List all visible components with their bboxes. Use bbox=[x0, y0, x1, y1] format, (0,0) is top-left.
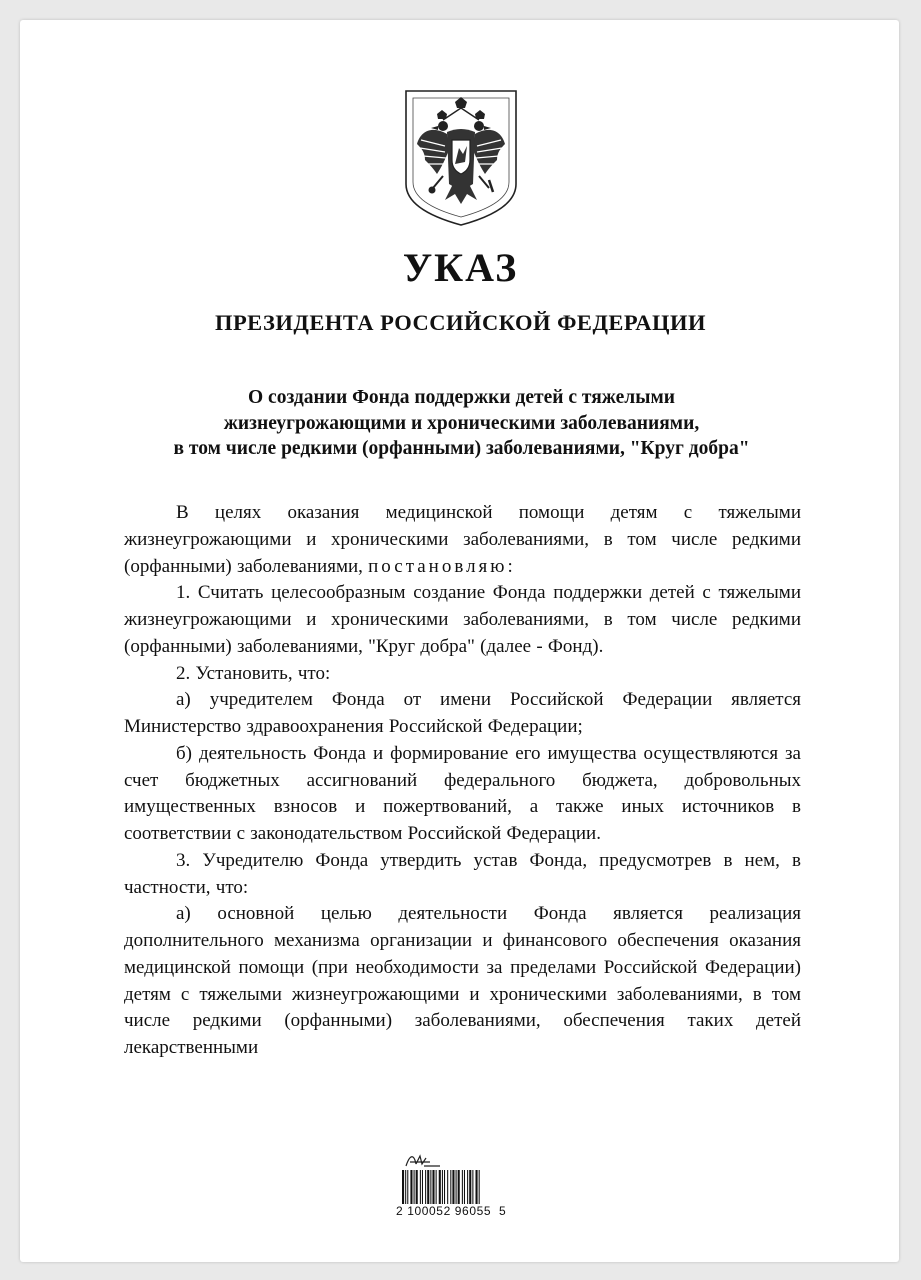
barcode-bar bbox=[467, 1170, 468, 1204]
subject-line: жизнеугрожающими и хроническими заболеваниями, bbox=[223, 412, 700, 434]
barcode-bar bbox=[432, 1170, 434, 1204]
barcode-bar bbox=[436, 1170, 437, 1204]
barcode-bar bbox=[422, 1170, 423, 1204]
document-title: УКАЗ bbox=[402, 245, 519, 290]
barcode bbox=[402, 1170, 520, 1208]
clause-1: 1. Считать целесообразным создание Фонда поддержки детей с тяжелыми жизнеугрожающими и хроническими заболеваниями, в том числе редкими (орфанными) заболеваниями, "Круг добра" (далее - Фонд). bbox=[124, 582, 801, 657]
clause-3: 3. Учредителю Фонда утвердить устав Фонда, предусмотрев в нем, в частности, что: bbox=[124, 849, 801, 898]
barcode-bar bbox=[444, 1170, 445, 1204]
barcode-bar bbox=[420, 1170, 421, 1204]
barcode-bar bbox=[447, 1170, 448, 1204]
barcode-bar bbox=[452, 1170, 454, 1204]
barcode-bar bbox=[414, 1170, 415, 1204]
state-emblem-icon bbox=[403, 88, 519, 228]
document-subtitle: ПРЕЗИДЕНТА РОССИЙСКОЙ ФЕДЕРАЦИИ bbox=[214, 310, 707, 335]
barcode-bar bbox=[407, 1170, 408, 1204]
barcode-bar bbox=[442, 1170, 443, 1204]
barcode-bar bbox=[464, 1170, 465, 1204]
barcode-bar bbox=[450, 1170, 451, 1204]
subject-line: в том числе редкими (орфанными) заболеваниями, "Круг добра" bbox=[173, 438, 750, 459]
preamble-paragraph bbox=[124, 500, 801, 580]
clause-2b: б) деятельность Фонда и формирование его имущества осуществляются за счет бюджетных ассигнований федерального бюджета, добровольных имущественных взносов и пожертвований, а также иных источников в соответствии с законодательством Российской Федерации. bbox=[124, 742, 801, 844]
barcode-bar bbox=[462, 1170, 463, 1204]
printer-mark-icon bbox=[404, 1150, 444, 1170]
barcode-bar bbox=[425, 1170, 426, 1204]
barcode-bar bbox=[458, 1170, 460, 1204]
barcode-bar bbox=[430, 1170, 431, 1204]
barcode-bar bbox=[479, 1170, 480, 1204]
barcode-bar bbox=[427, 1170, 429, 1204]
barcode-bar bbox=[472, 1170, 473, 1204]
barcode-bar bbox=[405, 1170, 406, 1204]
clause-2a: а) учредителем Фонда от имени Российской Федерации является Министерство здравоохранения Российской Федерации; bbox=[124, 689, 801, 737]
clause-2: 2. Установить, что: bbox=[176, 662, 331, 684]
barcode-bar bbox=[469, 1170, 471, 1204]
preamble-text: В целях оказания медицинской помощи детям с тяжелыми жизнеугрожающими и хроническими заболеваниями, в том числе редкими (орфанными) заболеваниями, bbox=[124, 502, 801, 577]
subject-line: О создании Фонда поддержки детей с тяжелыми bbox=[248, 387, 675, 408]
document-body bbox=[124, 500, 801, 1062]
barcode-bar bbox=[416, 1170, 418, 1204]
barcode-number: 2 100052 96055 5 bbox=[396, 1204, 507, 1218]
clause-3a: а) основной целью деятельности Фонда является реализация дополнительного механизма организации и финансового обеспечения оказания медицинской помощи (при необходимости за пределами Российской Федерации) детям с тяжелыми жизнеугрожающими и хроническими заболеваниями, в том числе редкими (орфанными) заболеваниями, обеспечения таких детей лекарственными bbox=[124, 903, 801, 1058]
barcode-bar bbox=[439, 1170, 441, 1204]
barcode-bar bbox=[456, 1170, 457, 1204]
barcode-bar bbox=[410, 1170, 412, 1204]
barcode-bar bbox=[402, 1170, 404, 1204]
decree-word: постановляю: bbox=[368, 555, 516, 577]
document-subject bbox=[100, 385, 823, 462]
barcode-bar bbox=[476, 1170, 478, 1204]
